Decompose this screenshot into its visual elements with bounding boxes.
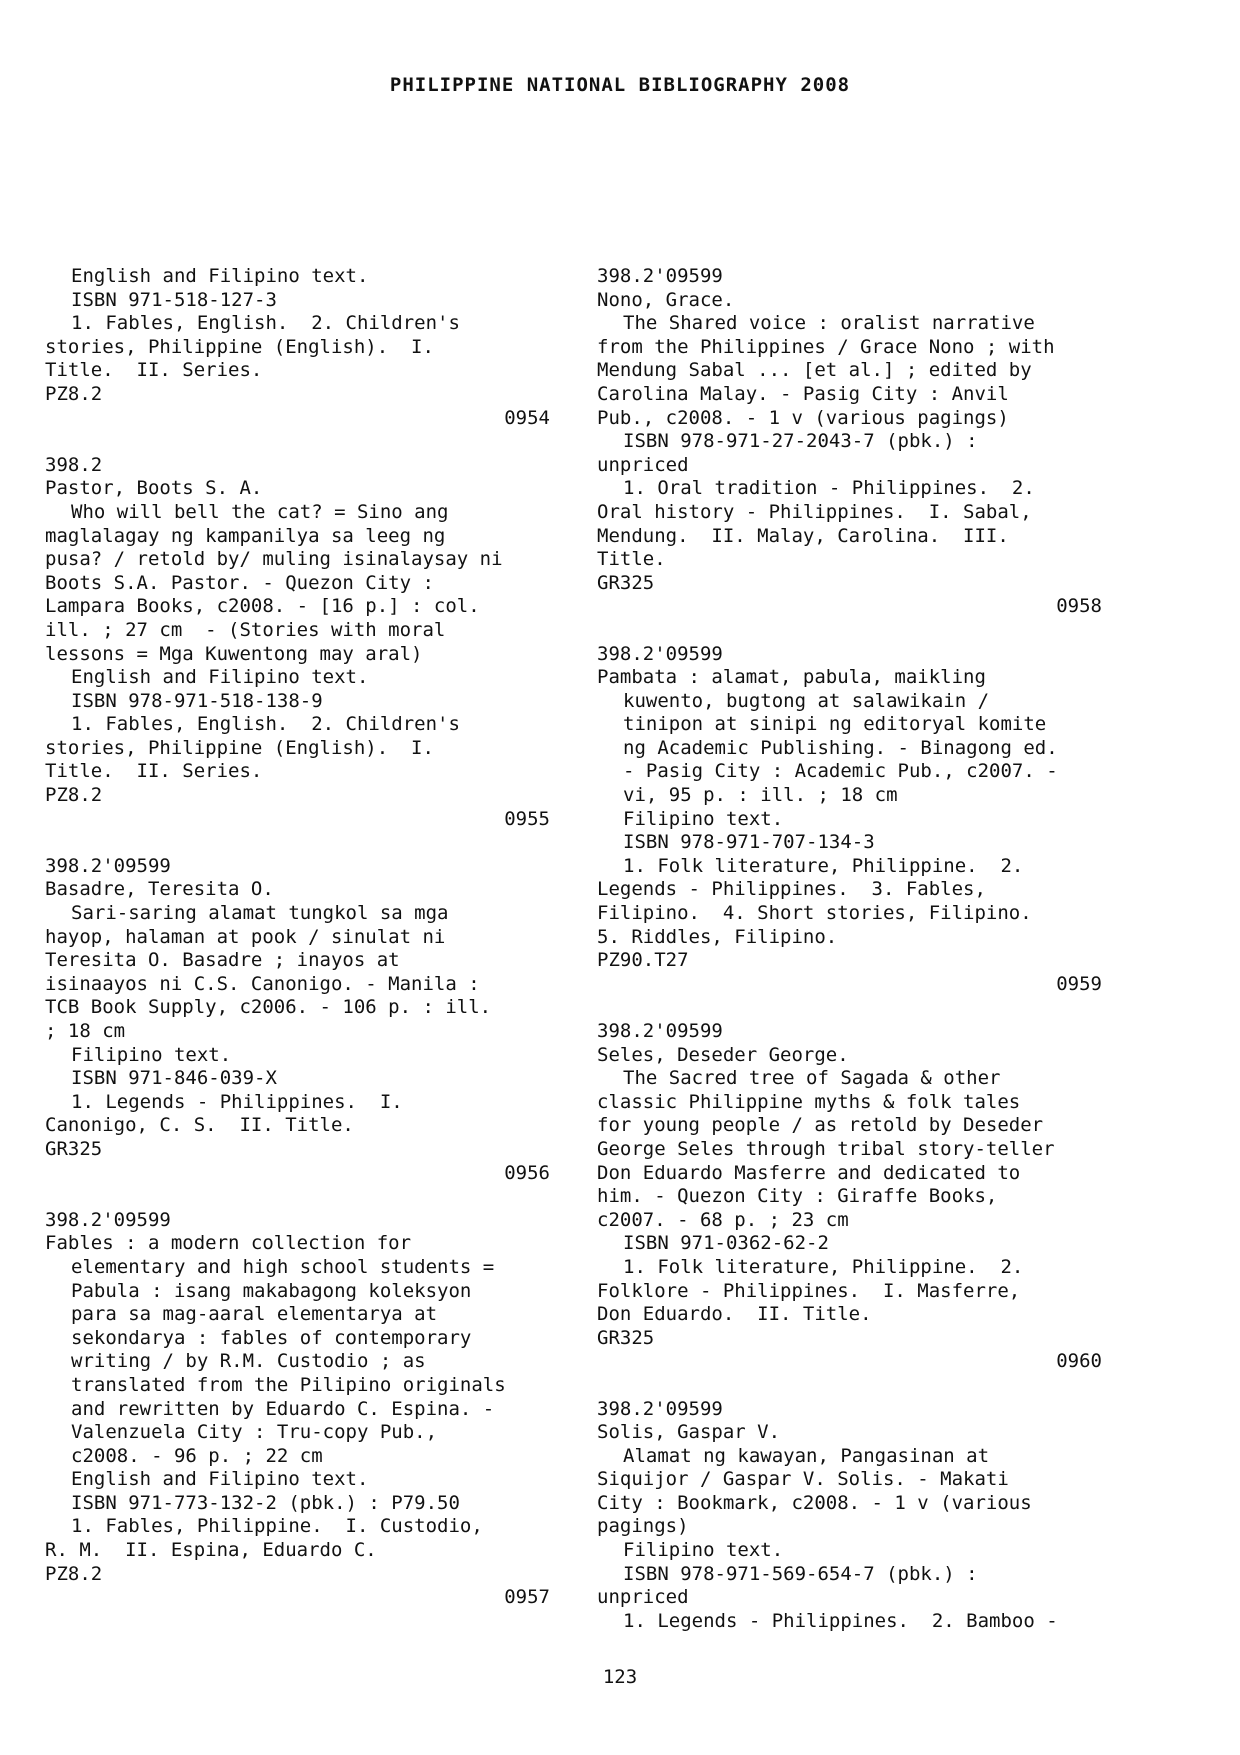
entry-line: 1. Folk literature, Philippine. 2. [623, 854, 1024, 877]
entry-line: English and Filipino text. [71, 666, 369, 689]
bibliography-entry [45, 265, 550, 454]
entry-line: pagings) [597, 1515, 689, 1538]
entry-line: Siquijor / Gaspar V. Solis. - Makati [597, 1468, 1009, 1491]
entry-line: 398.2 [45, 453, 103, 476]
bibliography-entry [45, 1209, 550, 1634]
bibliography-entry [45, 454, 550, 855]
entry-line: c2007. - 68 p. ; 23 cm [597, 1208, 849, 1231]
entry-line: ISBN 971-518-127-3 [71, 288, 277, 311]
entry-number: 0958 [1056, 595, 1102, 618]
entry-line: George Seles through tribal story-teller [597, 1137, 1055, 1160]
page-title: PHILIPPINE NATIONAL BIBLIOGRAPHY 2008 [389, 74, 851, 96]
entry-line: Canonigo, C. S. II. Title. [45, 1114, 354, 1137]
entry-line: English and Filipino text. [71, 265, 369, 287]
entry-line: 1. Fables, Philippine. I. Custodio, [71, 1515, 483, 1538]
entry-line: GR325 [597, 571, 655, 594]
entry-line: 1. Fables, English. 2. Children's [71, 312, 460, 335]
entry-line: vi, 95 p. : ill. ; 18 cm [623, 784, 898, 807]
entry-line: - Pasig City : Academic Pub., c2007. - [623, 760, 1058, 783]
entry-line: Valenzuela City : Tru-copy Pub., [71, 1421, 438, 1444]
entry-line: Pub., c2008. - 1 v (various pagings) [597, 406, 1009, 429]
entry-line: The Sacred tree of Sagada & other [623, 1067, 1001, 1090]
entry-line: stories, Philippine (English). I. [45, 736, 434, 759]
entry-line: elementary and high school students = [71, 1255, 495, 1278]
entry-line: maglalagay ng kampanilya sa leeg ng [45, 524, 446, 547]
entry-line: The Shared voice : oralist narrative [623, 312, 1035, 335]
entry-line: Mendung Sabal ... [et al.] ; edited by [597, 359, 1032, 382]
entry-line: Solis, Gaspar V. [597, 1421, 781, 1444]
entry-line: R. M. II. Espina, Eduardo C. [45, 1539, 377, 1562]
entry-line: Title. II. Series. [45, 359, 263, 382]
entry-line: para sa mag-aaral elementarya at [71, 1303, 438, 1326]
entry-line: 398.2'09599 [597, 1020, 723, 1042]
entry-number: 0956 [504, 1161, 550, 1184]
entry-line: 1. Fables, English. 2. Children's [71, 713, 460, 736]
entry-line: unpriced [597, 1586, 689, 1609]
entry-line: 1. Folk literature, Philippine. 2. [623, 1255, 1024, 1278]
entry-separator [45, 1610, 550, 1634]
entry-number: 0957 [504, 1586, 550, 1609]
entry-line: writing / by R.M. Custodio ; as [71, 1350, 426, 1373]
entry-line: Title. II. Series. [45, 760, 263, 783]
entry-number: 0954 [504, 406, 550, 429]
entry-line: 1. Oral tradition - Philippines. 2. [623, 477, 1035, 500]
entry-line: classic Philippine myths & folk tales [597, 1090, 1021, 1113]
entry-line: English and Filipino text. [71, 1468, 369, 1491]
entry-line: Fables : a modern collection for [45, 1232, 412, 1255]
entry-line: Basadre, Teresita O. [45, 878, 274, 901]
entry-line: 398.2'09599 [597, 1397, 723, 1420]
bibliography-entry [45, 855, 550, 1209]
entry-line: ISBN 971-773-132-2 (pbk.) : P79.50 [71, 1491, 460, 1514]
entry-line: c2008. - 96 p. ; 22 cm [71, 1444, 323, 1467]
entry-line: PZ90.T27 [597, 949, 689, 972]
entry-number: 0960 [1056, 1350, 1102, 1373]
entry-separator [45, 430, 550, 454]
entry-separator [45, 1185, 550, 1209]
entry-line: ISBN 978-971-518-138-9 [71, 689, 323, 712]
entry-line: Don Eduardo Masferre and dedicated to [597, 1161, 1021, 1184]
bibliography-entry [597, 1398, 1102, 1634]
entry-line: GR325 [597, 1326, 655, 1349]
bibliography-entry [597, 1020, 1102, 1398]
entry-line: Lampara Books, c2008. - [16 p.] : col. [45, 595, 480, 618]
entry-line: PZ8.2 [45, 1562, 103, 1585]
entry-line: tinipon at sinipi ng editoryal komite [623, 713, 1047, 736]
entry-line: sekondarya : fables of contemporary [71, 1326, 472, 1349]
entry-line: hayop, halaman at pook / sinulat ni [45, 925, 446, 948]
entry-line: Filipino. 4. Short stories, Filipino. [597, 902, 1032, 925]
entry-line: ISBN 978-971-707-134-3 [623, 831, 875, 854]
entry-line: from the Philippines / Grace Nono ; with [597, 335, 1055, 358]
entry-line: Mendung. II. Malay, Carolina. III. [597, 524, 1009, 547]
entry-line: 1. Legends - Philippines. I. [71, 1090, 403, 1113]
entry-line: ; 18 cm [45, 1020, 126, 1042]
entry-line: Folklore - Philippines. I. Masferre, [597, 1279, 1021, 1302]
entry-line: Pabula : isang makabagong koleksyon [71, 1279, 472, 1302]
entry-line: him. - Quezon City : Giraffe Books, [597, 1185, 998, 1208]
page-number: 123 [602, 1666, 638, 1688]
entry-line: stories, Philippine (English). I. [45, 335, 434, 358]
entry-line: Pambata : alamat, pabula, maikling [597, 666, 986, 689]
entry-line: Oral history - Philippines. I. Sabal, [597, 500, 1032, 523]
entry-line: and rewritten by Eduardo C. Espina. - [71, 1397, 495, 1420]
entry-line: Filipino text. [623, 807, 784, 830]
entry-separator [597, 619, 1102, 643]
entry-line: Legends - Philippines. 3. Fables, [597, 878, 986, 901]
entry-separator [597, 1374, 1102, 1398]
entry-separator [597, 996, 1102, 1020]
entry-line: lessons = Mga Kuwentong may aral) [45, 642, 423, 665]
entry-line: ISBN 971-846-039-X [71, 1067, 277, 1090]
entry-line: isinaayos ni C.S. Canonigo. - Manila : [45, 972, 480, 995]
entry-line: translated from the Pilipino originals [71, 1373, 506, 1396]
entry-line: 398.2'09599 [45, 1208, 171, 1231]
entry-line: 398.2'09599 [597, 642, 723, 665]
entry-line: 398.2'09599 [45, 854, 171, 877]
entry-line: Who will bell the cat? = Sino ang [71, 500, 449, 523]
entry-line: Nono, Grace. [597, 288, 735, 311]
left-column [45, 265, 550, 1633]
entry-line: 1. Legends - Philippines. 2. Bamboo - [623, 1609, 1058, 1632]
entry-line: Don Eduardo. II. Title. [597, 1303, 872, 1326]
bibliography-entry [597, 265, 1102, 643]
right-column [597, 265, 1102, 1633]
bibliography-entry [597, 643, 1102, 1021]
entry-line: Pastor, Boots S. A. [45, 477, 263, 500]
entry-line: TCB Book Supply, c2006. - 106 p. : ill. [45, 996, 492, 1019]
entry-line: Alamat ng kawayan, Pangasinan at [623, 1444, 990, 1467]
entry-line: ill. ; 27 cm - (Stories with moral [45, 618, 446, 641]
entry-line: Seles, Deseder George. [597, 1043, 849, 1066]
entry-line: Filipino text. [623, 1539, 784, 1562]
entry-number: 0955 [504, 807, 550, 830]
entry-line: 5. Riddles, Filipino. [597, 925, 838, 948]
entry-line: Title. [597, 548, 666, 571]
entry-line: for young people / as retold by Deseder [597, 1114, 1044, 1137]
entry-line: kuwento, bugtong at salawikain / [623, 689, 990, 712]
entry-separator [45, 831, 550, 855]
entry-line: ng Academic Publishing. - Binagong ed. [623, 736, 1058, 759]
entry-line: pusa? / retold by/ muling isinalaysay ni [45, 548, 503, 571]
entry-line: PZ8.2 [45, 784, 103, 807]
entry-line: ISBN 971-0362-62-2 [623, 1232, 829, 1255]
entry-line: Boots S.A. Pastor. - Quezon City : [45, 571, 434, 594]
entry-line: Sari-saring alamat tungkol sa mga [71, 902, 449, 925]
entry-line: Carolina Malay. - Pasig City : Anvil [597, 382, 1009, 405]
entry-line: Filipino text. [71, 1043, 232, 1066]
entry-line: PZ8.2 [45, 382, 103, 405]
entry-line: ISBN 978-971-27-2043-7 (pbk.) : [623, 430, 978, 453]
entry-line: GR325 [45, 1137, 103, 1160]
entry-line: unpriced [597, 453, 689, 476]
entry-line: 398.2'09599 [597, 265, 723, 287]
entry-line: City : Bookmark, c2008. - 1 v (various [597, 1491, 1032, 1514]
entry-number: 0959 [1056, 972, 1102, 995]
entry-line: ISBN 978-971-569-654-7 (pbk.) : [623, 1562, 978, 1585]
entry-line: Teresita O. Basadre ; inayos at [45, 949, 400, 972]
